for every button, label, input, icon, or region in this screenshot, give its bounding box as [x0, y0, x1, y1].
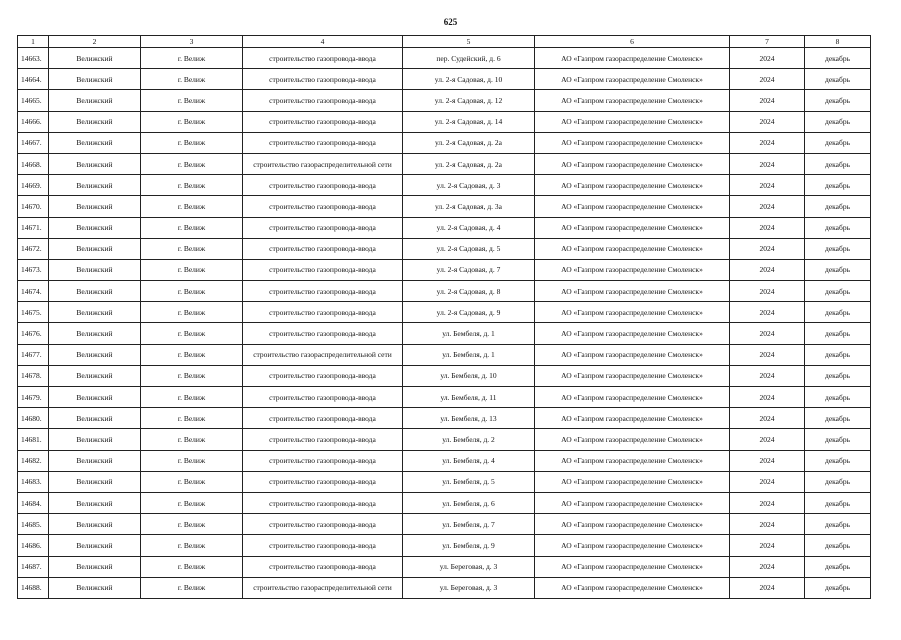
- table-cell: 2024: [730, 535, 805, 556]
- table-cell: ул. Бембеля, д. 10: [403, 365, 535, 386]
- table-cell: Велижский: [49, 111, 141, 132]
- table-cell: АО «Газпром газораспределение Смоленск»: [535, 365, 730, 386]
- header-cell: 2: [49, 36, 141, 48]
- table-cell: г. Велиж: [141, 535, 243, 556]
- table-row: [18, 450, 871, 471]
- table-cell: 2024: [730, 132, 805, 153]
- table-cell: 14672.: [18, 238, 49, 259]
- table-cell: строительство газопровода-ввода: [243, 196, 403, 217]
- table-cell: г. Велиж: [141, 90, 243, 111]
- table-cell: строительство газопровода-ввода: [243, 302, 403, 323]
- table-row: [18, 429, 871, 450]
- header-cell: 3: [141, 36, 243, 48]
- table-cell: декабрь: [805, 302, 871, 323]
- page-number: 625: [443, 17, 458, 27]
- table-cell: Велижский: [49, 365, 141, 386]
- table-cell: 14665.: [18, 90, 49, 111]
- table-cell: 2024: [730, 492, 805, 513]
- table-cell: г. Велиж: [141, 153, 243, 174]
- table-cell: 2024: [730, 217, 805, 238]
- table-cell: 2024: [730, 344, 805, 365]
- table-cell: ул. 2-я Садовая, д. 7: [403, 259, 535, 280]
- table-cell: АО «Газпром газораспределение Смоленск»: [535, 238, 730, 259]
- table-cell: ул. 2-я Садовая, д. 3: [403, 175, 535, 196]
- table-cell: Велижский: [49, 408, 141, 429]
- table-cell: Велижский: [49, 153, 141, 174]
- table-row: [18, 577, 871, 598]
- table-cell: декабрь: [805, 471, 871, 492]
- table-cell: декабрь: [805, 238, 871, 259]
- table-row: [18, 365, 871, 386]
- table-cell: строительство газораспределительной сети: [243, 344, 403, 365]
- table-cell: ул. 2-я Садовая, д. 8: [403, 281, 535, 302]
- table-cell: 2024: [730, 450, 805, 471]
- table-cell: г. Велиж: [141, 111, 243, 132]
- table-cell: АО «Газпром газораспределение Смоленск»: [535, 175, 730, 196]
- table-cell: строительство газопровода-ввода: [243, 281, 403, 302]
- table-cell: 14685.: [18, 514, 49, 535]
- table-cell: Велижский: [49, 48, 141, 69]
- table-cell: строительство газопровода-ввода: [243, 365, 403, 386]
- table-cell: г. Велиж: [141, 132, 243, 153]
- table-cell: 14678.: [18, 365, 49, 386]
- table-cell: декабрь: [805, 281, 871, 302]
- table-cell: 14686.: [18, 535, 49, 556]
- table-cell: г. Велиж: [141, 302, 243, 323]
- table-cell: 14683.: [18, 471, 49, 492]
- table-cell: г. Велиж: [141, 196, 243, 217]
- table-cell: АО «Газпром газораспределение Смоленск»: [535, 111, 730, 132]
- table-cell: 2024: [730, 153, 805, 174]
- table-cell: декабрь: [805, 323, 871, 344]
- table-cell: декабрь: [805, 259, 871, 280]
- table-cell: декабрь: [805, 132, 871, 153]
- table-cell: 2024: [730, 175, 805, 196]
- header-row: [18, 36, 871, 48]
- table-cell: 14669.: [18, 175, 49, 196]
- table-cell: 14675.: [18, 302, 49, 323]
- table-cell: Велижский: [49, 175, 141, 196]
- table-cell: ул. Бембеля, д. 4: [403, 450, 535, 471]
- table-cell: 14687.: [18, 556, 49, 577]
- table-cell: пер. Судейский, д. 6: [403, 48, 535, 69]
- table-cell: АО «Газпром газораспределение Смоленск»: [535, 259, 730, 280]
- table-cell: АО «Газпром газораспределение Смоленск»: [535, 153, 730, 174]
- table-row: [18, 111, 871, 132]
- table-cell: Велижский: [49, 450, 141, 471]
- table-cell: г. Велиж: [141, 323, 243, 344]
- table-cell: строительство газопровода-ввода: [243, 217, 403, 238]
- table-cell: 2024: [730, 387, 805, 408]
- table-cell: 14681.: [18, 429, 49, 450]
- table-cell: 14667.: [18, 132, 49, 153]
- table-cell: строительство газопровода-ввода: [243, 471, 403, 492]
- table-cell: Велижский: [49, 302, 141, 323]
- header-cell: 4: [243, 36, 403, 48]
- table-cell: декабрь: [805, 429, 871, 450]
- table-cell: декабрь: [805, 111, 871, 132]
- table-cell: ул. Бембеля, д. 9: [403, 535, 535, 556]
- table-cell: ул. Бембеля, д. 1: [403, 344, 535, 365]
- table-cell: Велижский: [49, 387, 141, 408]
- table-cell: г. Велиж: [141, 48, 243, 69]
- table-cell: ул. 2-я Садовая, д. 4: [403, 217, 535, 238]
- table-cell: декабрь: [805, 492, 871, 513]
- table-cell: 14676.: [18, 323, 49, 344]
- table-cell: декабрь: [805, 556, 871, 577]
- table-cell: АО «Газпром газораспределение Смоленск»: [535, 429, 730, 450]
- table-cell: строительство газопровода-ввода: [243, 387, 403, 408]
- table-cell: 14679.: [18, 387, 49, 408]
- table-cell: строительство газораспределительной сети: [243, 577, 403, 598]
- table-cell: ул. Бембеля, д. 13: [403, 408, 535, 429]
- table-cell: ул. 2-я Садовая, д. 14: [403, 111, 535, 132]
- table-cell: АО «Газпром газораспределение Смоленск»: [535, 408, 730, 429]
- table-cell: 2024: [730, 196, 805, 217]
- table-row: [18, 217, 871, 238]
- table-cell: ул. Бембеля, д. 7: [403, 514, 535, 535]
- table-body: [18, 48, 871, 599]
- table-cell: декабрь: [805, 577, 871, 598]
- table-cell: декабрь: [805, 514, 871, 535]
- table-row: [18, 535, 871, 556]
- table-cell: Велижский: [49, 196, 141, 217]
- table-cell: АО «Газпром газораспределение Смоленск»: [535, 450, 730, 471]
- table-cell: строительство газопровода-ввода: [243, 90, 403, 111]
- header-cell: 6: [535, 36, 730, 48]
- table-cell: г. Велиж: [141, 408, 243, 429]
- table-cell: г. Велиж: [141, 259, 243, 280]
- table-cell: 2024: [730, 281, 805, 302]
- table-cell: строительство газопровода-ввода: [243, 132, 403, 153]
- table-cell: АО «Газпром газораспределение Смоленск»: [535, 577, 730, 598]
- table-cell: г. Велиж: [141, 577, 243, 598]
- table-cell: г. Велиж: [141, 556, 243, 577]
- table-cell: АО «Газпром газораспределение Смоленск»: [535, 90, 730, 111]
- table-cell: ул. Береговая, д. 3: [403, 556, 535, 577]
- table-cell: ул. 2-я Садовая, д. 2а: [403, 153, 535, 174]
- table-cell: Велижский: [49, 429, 141, 450]
- table-cell: Велижский: [49, 344, 141, 365]
- table-row: [18, 48, 871, 69]
- table-cell: Велижский: [49, 577, 141, 598]
- table-row: [18, 471, 871, 492]
- table-cell: строительство газопровода-ввода: [243, 69, 403, 90]
- table-cell: Велижский: [49, 132, 141, 153]
- table-row: [18, 387, 871, 408]
- table-cell: 14668.: [18, 153, 49, 174]
- table-cell: 2024: [730, 69, 805, 90]
- table-row: [18, 302, 871, 323]
- table-row: [18, 514, 871, 535]
- table-cell: строительство газопровода-ввода: [243, 111, 403, 132]
- table-cell: декабрь: [805, 365, 871, 386]
- table-cell: строительство газопровода-ввода: [243, 259, 403, 280]
- table-cell: ул. Береговая, д. 3: [403, 577, 535, 598]
- table-cell: 2024: [730, 48, 805, 69]
- table-cell: г. Велиж: [141, 365, 243, 386]
- table-cell: строительство газопровода-ввода: [243, 429, 403, 450]
- table-cell: Велижский: [49, 259, 141, 280]
- table-cell: ул. Бембеля, д. 1: [403, 323, 535, 344]
- table-cell: г. Велиж: [141, 344, 243, 365]
- table-cell: строительство газораспределительной сети: [243, 153, 403, 174]
- table-cell: г. Велиж: [141, 514, 243, 535]
- table-cell: ул. 2-я Садовая, д. 10: [403, 69, 535, 90]
- table-cell: АО «Газпром газораспределение Смоленск»: [535, 471, 730, 492]
- table-cell: ул. 2-я Садовая, д. 3а: [403, 196, 535, 217]
- table-cell: ул. 2-я Садовая, д. 5: [403, 238, 535, 259]
- table-cell: АО «Газпром газораспределение Смоленск»: [535, 48, 730, 69]
- table-cell: строительство газопровода-ввода: [243, 175, 403, 196]
- table-cell: строительство газопровода-ввода: [243, 535, 403, 556]
- table-cell: декабрь: [805, 153, 871, 174]
- table-cell: г. Велиж: [141, 238, 243, 259]
- table-cell: АО «Газпром газораспределение Смоленск»: [535, 344, 730, 365]
- table-cell: декабрь: [805, 535, 871, 556]
- table-cell: Велижский: [49, 514, 141, 535]
- table-cell: Велижский: [49, 323, 141, 344]
- table-cell: 2024: [730, 471, 805, 492]
- table-row: [18, 90, 871, 111]
- table-cell: строительство газопровода-ввода: [243, 450, 403, 471]
- table-row: [18, 175, 871, 196]
- table-cell: 2024: [730, 514, 805, 535]
- table-cell: АО «Газпром газораспределение Смоленск»: [535, 514, 730, 535]
- table-cell: г. Велиж: [141, 69, 243, 90]
- table-cell: Велижский: [49, 217, 141, 238]
- table-cell: 2024: [730, 429, 805, 450]
- table-cell: Велижский: [49, 471, 141, 492]
- table-cell: 2024: [730, 90, 805, 111]
- table-cell: Велижский: [49, 69, 141, 90]
- table-row: [18, 556, 871, 577]
- table-cell: АО «Газпром газораспределение Смоленск»: [535, 302, 730, 323]
- table-cell: 14666.: [18, 111, 49, 132]
- table-cell: ул. 2-я Садовая, д. 2а: [403, 132, 535, 153]
- table-cell: декабрь: [805, 387, 871, 408]
- table-cell: АО «Газпром газораспределение Смоленск»: [535, 281, 730, 302]
- table-cell: декабрь: [805, 408, 871, 429]
- table-cell: ул. Бембеля, д. 5: [403, 471, 535, 492]
- table-cell: Велижский: [49, 535, 141, 556]
- table-cell: строительство газопровода-ввода: [243, 238, 403, 259]
- table-cell: г. Велиж: [141, 471, 243, 492]
- table-cell: г. Велиж: [141, 281, 243, 302]
- header-cell: 1: [18, 36, 49, 48]
- table-cell: декабрь: [805, 217, 871, 238]
- table-cell: ул. Бембеля, д. 6: [403, 492, 535, 513]
- table-cell: 14671.: [18, 217, 49, 238]
- table-cell: 2024: [730, 323, 805, 344]
- table-cell: Велижский: [49, 90, 141, 111]
- table-cell: строительство газопровода-ввода: [243, 514, 403, 535]
- table-cell: строительство газопровода-ввода: [243, 48, 403, 69]
- header-cell: 5: [403, 36, 535, 48]
- gasification-table: [17, 35, 871, 599]
- table-cell: г. Велиж: [141, 175, 243, 196]
- table-cell: 2024: [730, 302, 805, 323]
- table-row: [18, 196, 871, 217]
- table-row: [18, 69, 871, 90]
- table-cell: строительство газопровода-ввода: [243, 556, 403, 577]
- table-cell: г. Велиж: [141, 450, 243, 471]
- table-row: [18, 344, 871, 365]
- table-cell: АО «Газпром газораспределение Смоленск»: [535, 132, 730, 153]
- table-cell: Велижский: [49, 238, 141, 259]
- table-row: [18, 281, 871, 302]
- table-cell: ул. 2-я Садовая, д. 12: [403, 90, 535, 111]
- table-cell: 14684.: [18, 492, 49, 513]
- table-cell: декабрь: [805, 450, 871, 471]
- table-row: [18, 408, 871, 429]
- table-cell: 2024: [730, 259, 805, 280]
- table-cell: 14673.: [18, 259, 49, 280]
- table-cell: АО «Газпром газораспределение Смоленск»: [535, 556, 730, 577]
- table-cell: 14688.: [18, 577, 49, 598]
- table-cell: Велижский: [49, 556, 141, 577]
- table-cell: 2024: [730, 111, 805, 132]
- table-cell: декабрь: [805, 175, 871, 196]
- table-cell: АО «Газпром газораспределение Смоленск»: [535, 217, 730, 238]
- table-cell: АО «Газпром газораспределение Смоленск»: [535, 535, 730, 556]
- table-cell: ул. Бембеля, д. 11: [403, 387, 535, 408]
- table-cell: АО «Газпром газораспределение Смоленск»: [535, 387, 730, 408]
- table-cell: декабрь: [805, 69, 871, 90]
- table-cell: 14682.: [18, 450, 49, 471]
- table-cell: ул. 2-я Садовая, д. 9: [403, 302, 535, 323]
- table-cell: 2024: [730, 365, 805, 386]
- table-cell: декабрь: [805, 344, 871, 365]
- table-cell: АО «Газпром газораспределение Смоленск»: [535, 69, 730, 90]
- table-row: [18, 323, 871, 344]
- header-cell: 7: [730, 36, 805, 48]
- table-cell: ул. Бембеля, д. 2: [403, 429, 535, 450]
- table-cell: 14664.: [18, 69, 49, 90]
- table-row: [18, 238, 871, 259]
- table-cell: АО «Газпром газораспределение Смоленск»: [535, 492, 730, 513]
- table-row: [18, 153, 871, 174]
- table-cell: 2024: [730, 238, 805, 259]
- table-cell: 14677.: [18, 344, 49, 365]
- table-cell: 2024: [730, 577, 805, 598]
- table-cell: Велижский: [49, 281, 141, 302]
- table-cell: строительство газопровода-ввода: [243, 408, 403, 429]
- table-row: [18, 132, 871, 153]
- table-cell: г. Велиж: [141, 492, 243, 513]
- header-cell: 8: [805, 36, 871, 48]
- table-cell: строительство газопровода-ввода: [243, 323, 403, 344]
- table-cell: 2024: [730, 556, 805, 577]
- table-cell: 14680.: [18, 408, 49, 429]
- table-cell: г. Велиж: [141, 217, 243, 238]
- table-row: [18, 492, 871, 513]
- table-cell: строительство газопровода-ввода: [243, 492, 403, 513]
- table-cell: Велижский: [49, 492, 141, 513]
- table-cell: 14674.: [18, 281, 49, 302]
- table-cell: декабрь: [805, 196, 871, 217]
- table-cell: декабрь: [805, 48, 871, 69]
- table-cell: г. Велиж: [141, 429, 243, 450]
- table-cell: 2024: [730, 408, 805, 429]
- table-cell: АО «Газпром газораспределение Смоленск»: [535, 323, 730, 344]
- table-cell: г. Велиж: [141, 387, 243, 408]
- table-row: [18, 259, 871, 280]
- table-cell: АО «Газпром газораспределение Смоленск»: [535, 196, 730, 217]
- table-cell: декабрь: [805, 90, 871, 111]
- table-cell: 14670.: [18, 196, 49, 217]
- table-cell: 14663.: [18, 48, 49, 69]
